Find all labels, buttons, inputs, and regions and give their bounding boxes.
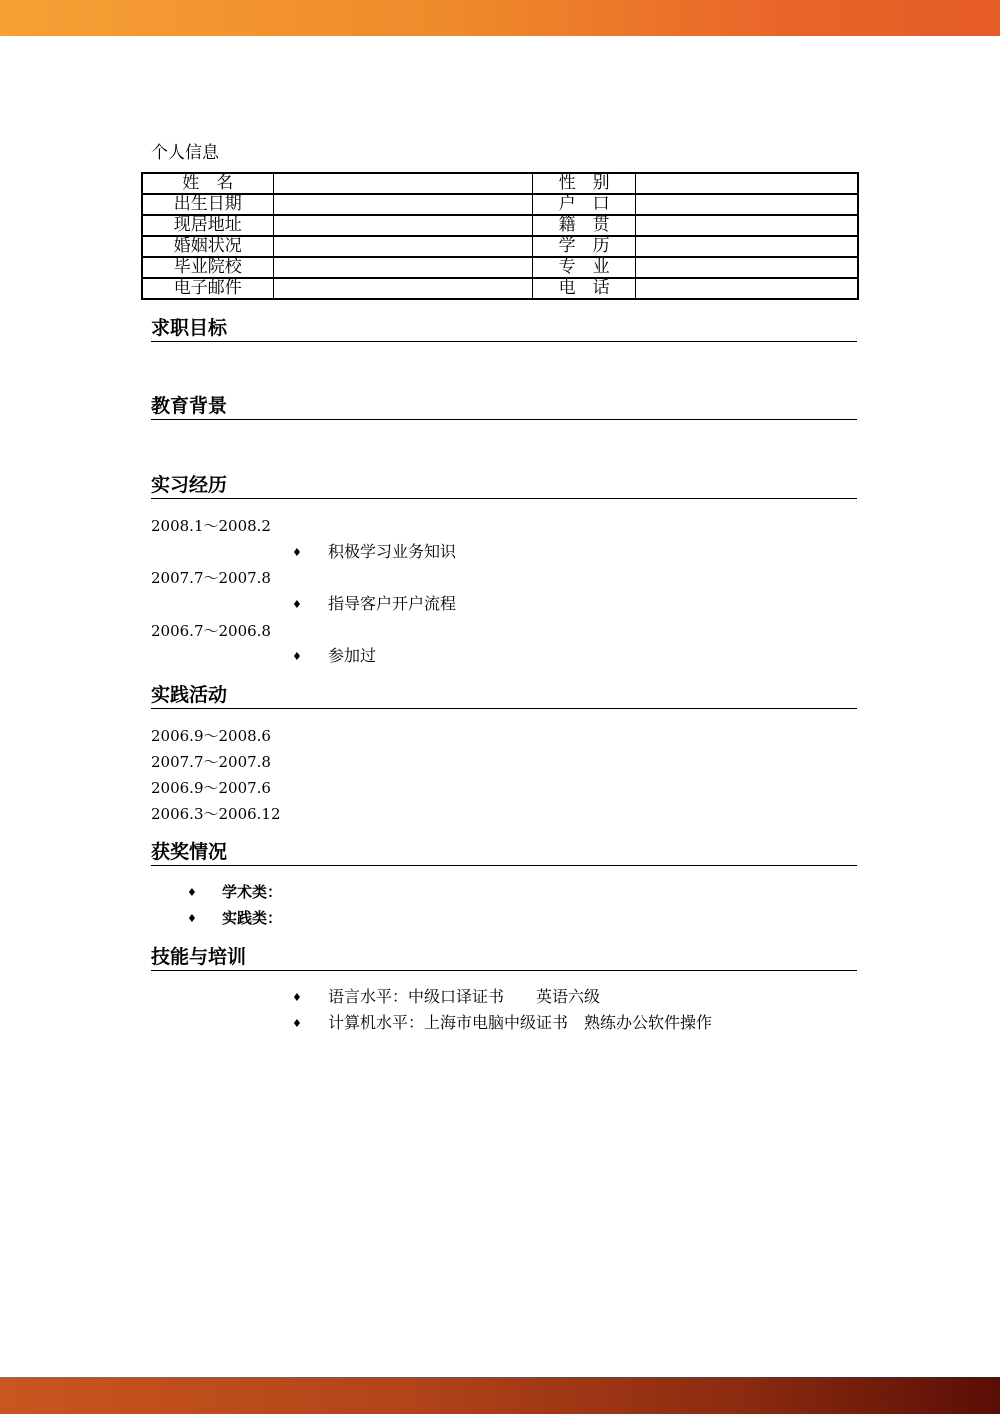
address-label: 现居地址 <box>142 215 273 236</box>
skills-heading: 技能与培训 <box>151 944 857 971</box>
objective-heading: 求职目标 <box>151 315 857 342</box>
birthdate-label: 出生日期 <box>142 194 273 215</box>
gender-value[interactable] <box>636 173 859 194</box>
school-value[interactable] <box>273 257 533 278</box>
internship-date: 2006.7～2006.8 <box>151 622 271 640</box>
skill-item: 计算机水平：上海市电脑中级证书 熟练办公软件操作 <box>328 1013 713 1032</box>
internship-heading: 实习经历 <box>151 472 857 499</box>
birthdate-value[interactable] <box>273 194 533 215</box>
bullet-icon: ♦ <box>292 598 302 611</box>
bullet-icon: ♦ <box>292 650 302 663</box>
table-row <box>142 215 858 236</box>
gender-label: 性 别 <box>533 173 636 194</box>
internship-item: 积极学习业务知识 <box>328 542 457 561</box>
practice-date: 2006.9～2007.6 <box>151 779 271 797</box>
table-row <box>142 173 858 194</box>
practice-date: 2006.9～2008.6 <box>151 727 271 745</box>
marital-label: 婚姻状况 <box>142 236 273 257</box>
table-row <box>142 257 858 278</box>
practice-heading: 实践活动 <box>151 682 857 709</box>
table-row <box>142 278 858 299</box>
email-label: 电子邮件 <box>142 278 273 299</box>
major-value[interactable] <box>636 257 859 278</box>
awards-heading: 获奖情况 <box>151 839 857 866</box>
email-value[interactable] <box>273 278 533 299</box>
practice-date: 2006.3～2006.12 <box>151 805 281 823</box>
address-value[interactable] <box>273 215 533 236</box>
personal-info-table <box>141 172 859 300</box>
table-row <box>142 194 858 215</box>
native-place-label: 籍 贯 <box>533 215 636 236</box>
bottom-red-band <box>0 1377 1000 1414</box>
personal-info-title: 个人信息 <box>151 143 219 163</box>
name-label: 姓 名 <box>142 173 273 194</box>
skill-item: 语言水平：中级口译证书 英语六级 <box>328 987 601 1006</box>
degree-value[interactable] <box>636 236 859 257</box>
school-label: 毕业院校 <box>142 257 273 278</box>
name-value[interactable] <box>273 173 533 194</box>
hukou-value[interactable] <box>636 194 859 215</box>
internship-date: 2007.7～2007.8 <box>151 569 271 587</box>
top-orange-band <box>0 0 1000 36</box>
education-heading: 教育背景 <box>151 393 857 420</box>
award-practice: 实践类： <box>222 909 283 927</box>
award-academic: 学术类： <box>222 883 283 901</box>
bullet-icon: ♦ <box>292 1017 302 1030</box>
bullet-icon: ♦ <box>292 546 302 559</box>
bullet-icon: ♦ <box>187 886 197 899</box>
major-label: 专 业 <box>533 257 636 278</box>
internship-date: 2008.1～2008.2 <box>151 517 271 535</box>
internship-item: 参加过 <box>328 646 377 665</box>
phone-label: 电 话 <box>533 278 636 299</box>
degree-label: 学 历 <box>533 236 636 257</box>
marital-value[interactable] <box>273 236 533 257</box>
bullet-icon: ♦ <box>187 912 197 925</box>
internship-item: 指导客户开户流程 <box>328 594 457 613</box>
bullet-icon: ♦ <box>292 991 302 1004</box>
table-row <box>142 236 858 257</box>
practice-date: 2007.7～2007.8 <box>151 753 271 771</box>
hukou-label: 户 口 <box>533 194 636 215</box>
native-place-value[interactable] <box>636 215 859 236</box>
phone-value[interactable] <box>636 278 859 299</box>
